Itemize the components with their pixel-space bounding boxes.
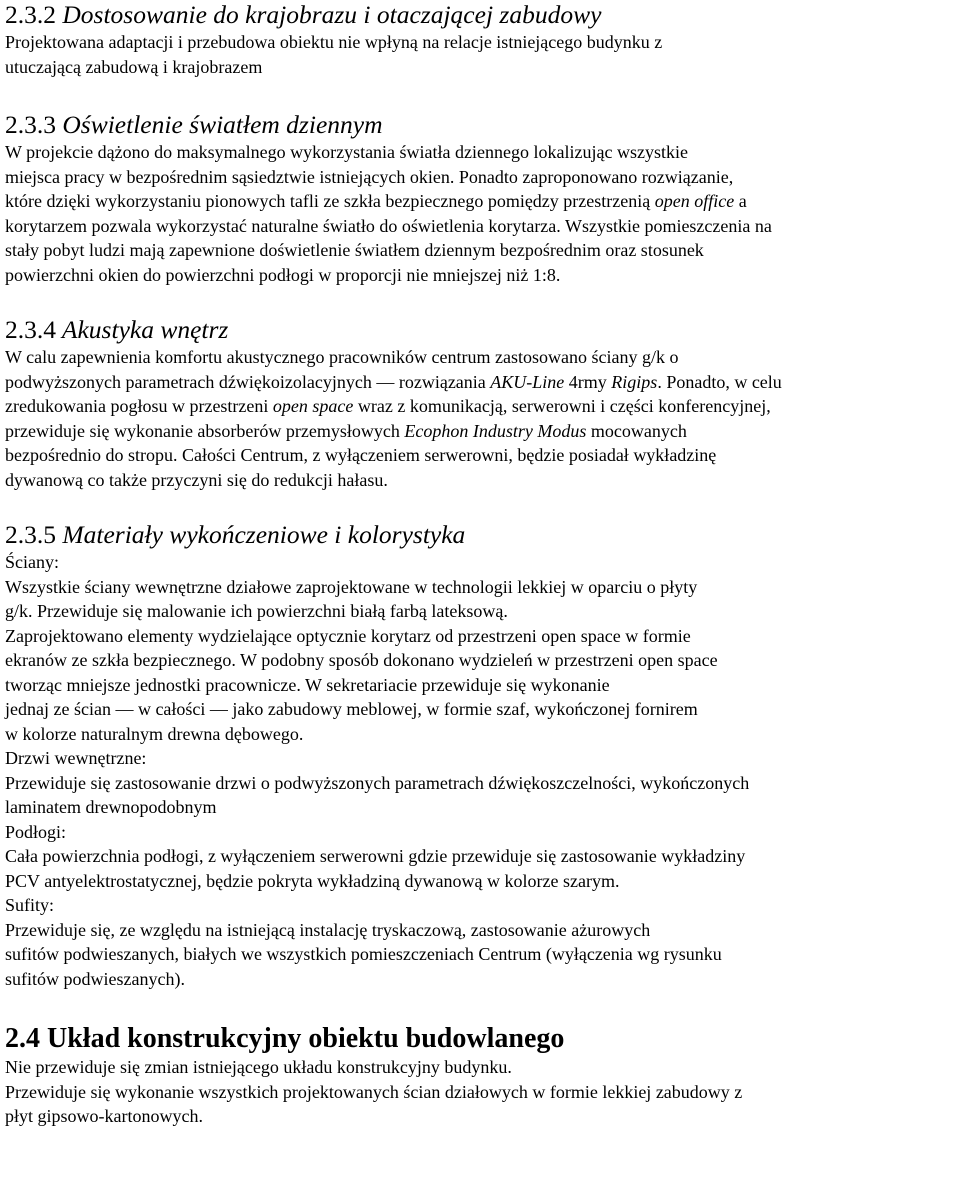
paragraph-line: ekranów ze szkła bezpiecznego. W podobny sposób dokonano wydzieleń w przestrzeni open space <box>5 650 718 670</box>
heading-number: 2.3.3 <box>5 110 56 139</box>
heading-text: Materiały wykończeniowe i kolorystyka <box>56 520 466 549</box>
text-run: które dzięki wykorzystaniu pionowych tafli ze szkła bezpiecznego pomiędzy przestrzenią <box>5 191 655 211</box>
heading-2-3-2 <box>5 0 957 30</box>
heading-number: 2.3.2 <box>5 0 56 29</box>
heading-2-3-5 <box>5 520 957 550</box>
heading-number: 2.3.4 <box>5 315 56 344</box>
paragraph-line: stały pobyt ludzi mają zapewnione doświetlenie światłem dziennym bezpośrednim oraz stosunek <box>5 240 704 260</box>
paragraph-line: korytarzem pozwala wykorzystać naturalne światło do oświetlenia korytarza. Wszystkie pomieszczenia na <box>5 215 772 236</box>
paragraph-line: bezpośrednio do stropu. Całości Centrum, z wyłączeniem serwerowni, będzie posiadał wykładzinę <box>5 445 717 465</box>
italic-term: AKU-Line <box>490 371 565 392</box>
paragraph-line: Podłogi: <box>5 821 67 842</box>
text-run: 4rmy <box>564 371 612 392</box>
heading-text: Akustyka wnętrz <box>56 315 229 344</box>
italic-term: Ecophon Industry Modus <box>404 420 587 441</box>
text-run: podwyższonych parametrach dźwiękoizolacyjnych — rozwiązania <box>5 371 491 392</box>
paragraph-line <box>5 189 957 214</box>
paragraph-line: tworząc mniejsze jednostki pracownicze. W sekretariacie przewiduje się wykonanie <box>5 674 610 695</box>
heading-2-3-4 <box>5 315 957 345</box>
paragraph-line: Przewiduje się wykonanie wszystkich projektowanych ścian działowych w formie lekkiej zabudowy z <box>5 1081 743 1102</box>
paragraph-line: Cała powierzchnia podłogi, z wyłączeniem serwerowni gdzie przewiduje się zastosowanie wykładziny <box>5 846 746 866</box>
italic-term: open space <box>272 396 354 416</box>
paragraph-line <box>5 419 957 444</box>
paragraph-line: dywanową co także przyczyni się do redukcji hałasu. <box>5 469 388 490</box>
paragraph-line: Przewiduje się, ze względu na istniejącą instalację tryskaczową, zastosowanie ażurowych <box>5 919 651 940</box>
paragraph-line: Drzwi wewnętrzne: <box>5 748 147 768</box>
paragraph-line: Przewiduje się zastosowanie drzwi o podwyższonych parametrach dźwiękoszczelności, wykończonych <box>5 772 750 793</box>
text-run: zredukowania pogłosu w przestrzeni <box>5 396 273 416</box>
paragraph-line: w kolorze naturalnym drewna dębowego. <box>5 723 304 744</box>
heading-2-3-3 <box>5 110 957 140</box>
paragraph-line: PCV antyelektrostatycznej, będzie pokryta wykładziną dywanową w kolorze szarym. <box>5 870 620 891</box>
heading-text: Dostosowanie do krajobrazu i otaczającej zabudowy <box>56 0 602 29</box>
italic-term: open office <box>654 191 735 211</box>
paragraph-line: sufitów podwieszanych, białych we wszystkich pomieszczeniach Centrum (wyłączenia wg rysunku <box>5 944 722 964</box>
text-run: przewiduje się wykonanie absorberów przemysłowych <box>5 420 405 441</box>
paragraph-line: W projekcie dążono do maksymalnego wykorzystania światła dziennego lokalizując wszystkie <box>5 142 688 162</box>
paragraph-line <box>5 370 957 395</box>
paragraph-line: Wszystkie ściany wewnętrzne działowe zaprojektowane w technologii lekkiej w oparciu o płyty <box>5 576 698 597</box>
italic-term: Rigips <box>611 371 658 392</box>
heading-2-4: 2.4 Układ konstrukcyjny obiektu budowlanego <box>5 1023 565 1054</box>
paragraph-line: jednaj ze ścian — w całości — jako zabudowy meblowej, w formie szaf, wykończonej fornirem <box>5 699 698 719</box>
paragraph-line: utuczającą zabudową i krajobrazem <box>5 56 263 77</box>
text-run: a <box>734 191 747 211</box>
document-page <box>5 0 957 1129</box>
paragraph-line <box>5 394 957 419</box>
paragraph-line: g/k. Przewiduje się malowanie ich powierzchni białą farbą lateksową. <box>5 601 508 621</box>
paragraph-line: Nie przewiduje się zmian istniejącego układu konstrukcyjny budynku. <box>5 1057 512 1077</box>
text-run: . Ponadto, w celu <box>657 371 782 392</box>
paragraph-line: płyt gipsowo-kartonowych. <box>5 1106 203 1126</box>
paragraph-line: sufitów podwieszanych). <box>5 968 185 989</box>
paragraph-line: Zaprojektowano elementy wydzielające optycznie korytarz od przestrzeni open space w formie <box>5 625 691 646</box>
heading-number: 2.3.5 <box>5 520 56 549</box>
paragraph-line: Sufity: <box>5 895 55 915</box>
paragraph-line: powierzchni okien do powierzchni podłogi w proporcji nie mniejszej niż 1:8. <box>5 264 561 285</box>
paragraph-line: laminatem drewnopodobnym <box>5 797 217 817</box>
text-run: wraz z komunikacją, serwerowni i części konferencyjnej, <box>353 396 771 416</box>
paragraph-line: W calu zapewnienia komfortu akustycznego pracowników centrum zastosowano ściany g/k o <box>5 347 679 367</box>
text-run: mocowanych <box>586 420 687 441</box>
heading-text: Oświetlenie światłem dziennym <box>56 110 383 139</box>
paragraph-line: Ściany: <box>5 552 59 572</box>
paragraph-line: Projektowana adaptacji i przebudowa obiektu nie wpłyną na relacje istniejącego budynku z <box>5 32 663 52</box>
paragraph-line: miejsca pracy w bezpośrednim sąsiedztwie istniejących okien. Ponadto zaproponowano rozwiązanie, <box>5 166 734 187</box>
